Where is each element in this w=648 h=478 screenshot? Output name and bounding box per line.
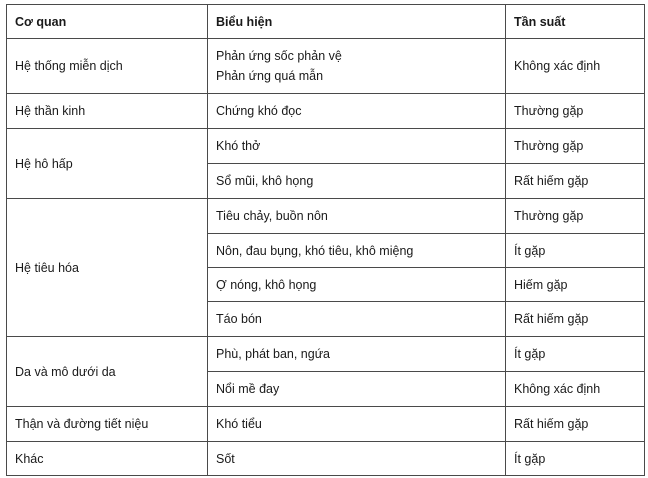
- table-row: [7, 407, 645, 442]
- frequency-cell: Rất hiếm gặp: [506, 302, 645, 337]
- side-effects-table: [6, 4, 645, 476]
- frequency-cell: Thường gặp: [506, 129, 645, 164]
- header-frequency: Tần suất: [506, 5, 645, 39]
- symptom-text: Phản ứng sốc phản vệ: [216, 49, 342, 63]
- frequency-cell: Hiếm gặp: [506, 268, 645, 302]
- organ-cell: Hệ thống miễn dịch: [7, 39, 208, 94]
- frequency-cell: Ít gặp: [506, 442, 645, 476]
- symptom-cell: [208, 39, 506, 94]
- table-row: [7, 199, 645, 234]
- symptom-cell: Sổ mũi, khô họng: [208, 164, 506, 199]
- symptom-text: Phản ứng quá mẫn: [216, 69, 324, 83]
- symptom-cell: Chứng khó đọc: [208, 94, 506, 129]
- symptom-cell: Tiêu chảy, buồn nôn: [208, 199, 506, 234]
- frequency-cell: Không xác định: [506, 372, 645, 407]
- symptom-cell: Sốt: [208, 442, 506, 476]
- header-organ: Cơ quan: [7, 5, 208, 39]
- header-row: [7, 5, 645, 39]
- frequency-cell: Không xác định: [506, 39, 645, 94]
- table-row: [7, 94, 645, 129]
- organ-cell: Khác: [7, 442, 208, 476]
- frequency-cell: Thường gặp: [506, 199, 645, 234]
- symptom-cell: Khó thở: [208, 129, 506, 164]
- symptom-cell: Khó tiểu: [208, 407, 506, 442]
- header-symptoms: Biểu hiện: [208, 5, 506, 39]
- table-header: [7, 5, 645, 39]
- table-row: [7, 39, 645, 94]
- table-row: [7, 337, 645, 372]
- organ-cell: Hệ thần kinh: [7, 94, 208, 129]
- frequency-cell: Ít gặp: [506, 337, 645, 372]
- symptom-cell: Ợ nóng, khô họng: [208, 268, 506, 302]
- symptom-cell: Phù, phát ban, ngứa: [208, 337, 506, 372]
- table-body: [7, 39, 645, 476]
- symptom-cell: Táo bón: [208, 302, 506, 337]
- organ-cell: Da và mô dưới da: [7, 337, 208, 407]
- symptom-cell: Nôn, đau bụng, khó tiêu, khô miệng: [208, 234, 506, 268]
- organ-cell: Hệ tiêu hóa: [7, 199, 208, 337]
- frequency-cell: Thường gặp: [506, 94, 645, 129]
- frequency-cell: Rất hiếm gặp: [506, 407, 645, 442]
- table-row: [7, 442, 645, 476]
- frequency-cell: Rất hiếm gặp: [506, 164, 645, 199]
- table-row: [7, 129, 645, 164]
- organ-cell: Thận và đường tiết niệu: [7, 407, 208, 442]
- frequency-cell: Ít gặp: [506, 234, 645, 268]
- symptom-cell: Nổi mề đay: [208, 372, 506, 407]
- organ-cell: Hệ hô hấp: [7, 129, 208, 199]
